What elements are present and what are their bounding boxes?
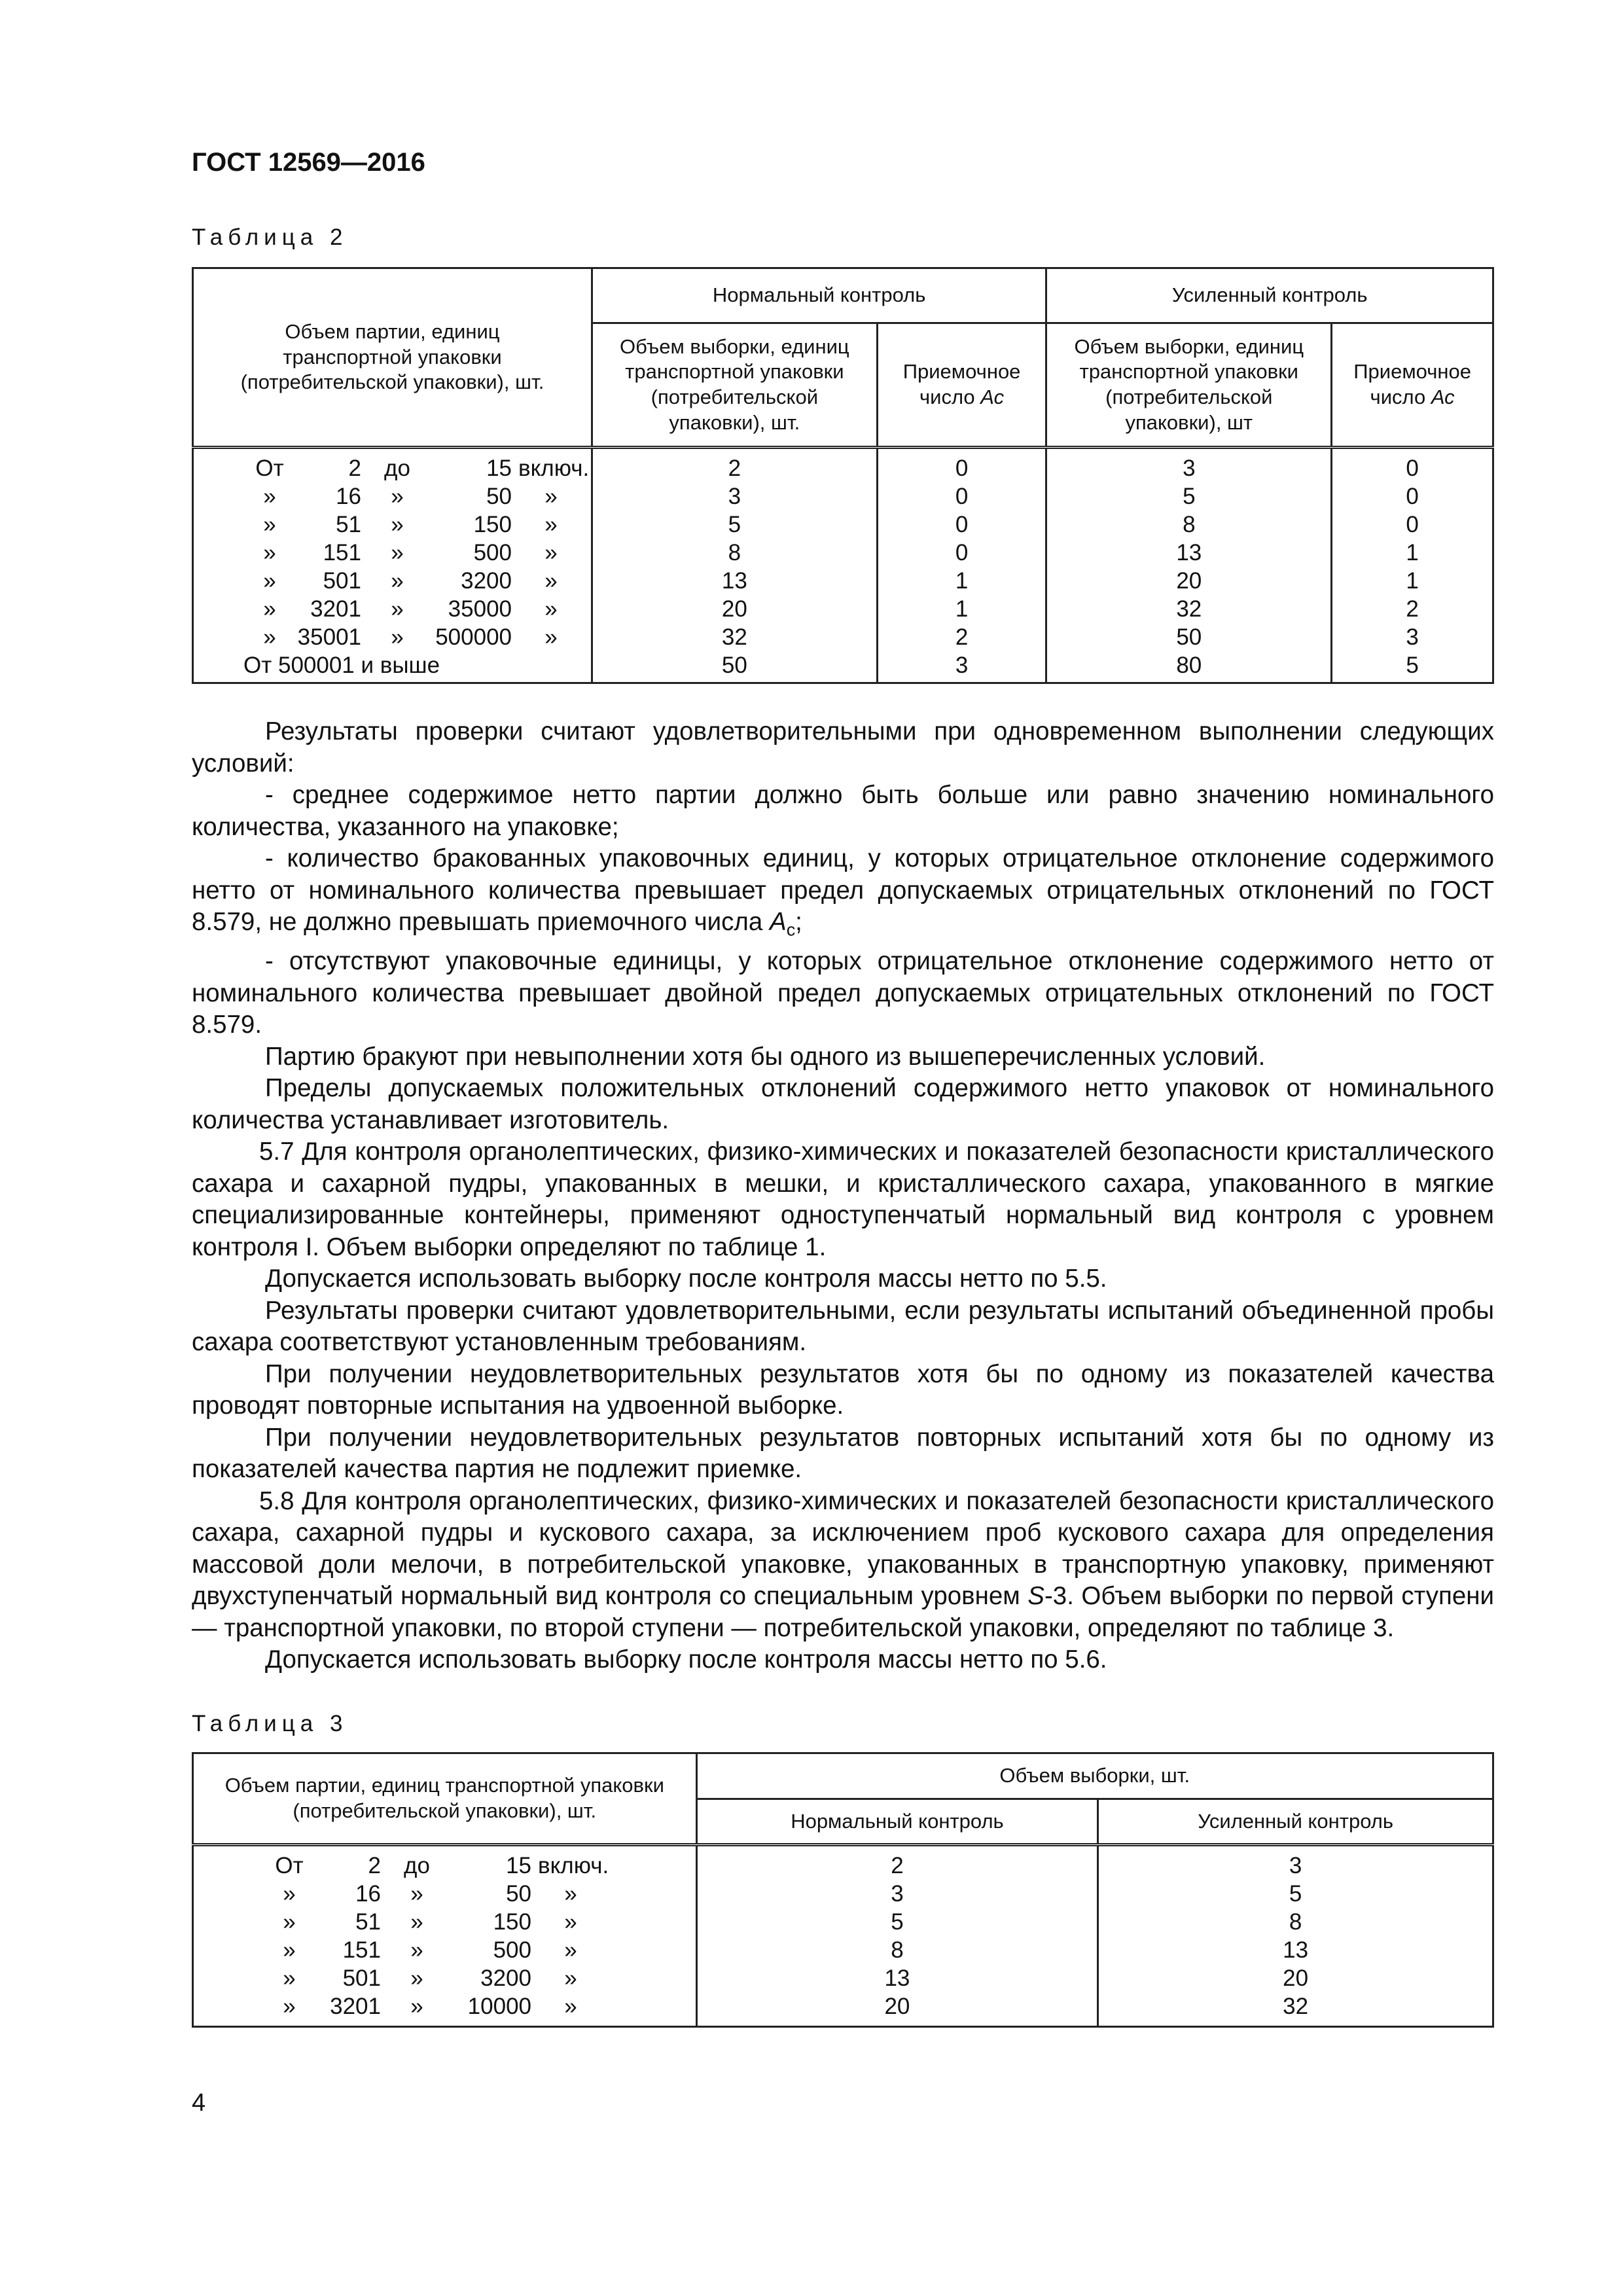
table-cell-value: 5 — [1183, 484, 1196, 509]
table-3-lot-size-column — [193, 1845, 697, 2027]
table-cell-value: 3 — [1289, 1853, 1302, 1878]
paragraph: Результаты проверки считают удовлетворительными, если результаты испытаний объединенной пробы сахара соответствуют установленным требованиям. — [192, 1296, 1494, 1357]
lot-range-part: 151 — [323, 540, 361, 565]
paragraph-end: ; — [795, 908, 802, 936]
table-cell-value: 13 — [884, 1965, 910, 1991]
table-cell-value: 1 — [1406, 540, 1419, 565]
table-cell-value: 0 — [955, 484, 969, 509]
lot-range-part: » — [564, 1909, 577, 1935]
lot-range-part: » — [391, 596, 404, 622]
table-2-sample-tightened-column — [1046, 448, 1332, 683]
lot-range-part: » — [283, 1965, 296, 1991]
table-2-lot-size-column — [193, 448, 592, 683]
table-cell-value: 13 — [1283, 1937, 1309, 1963]
lot-range-part: » — [564, 1937, 577, 1963]
lot-range-part: » — [410, 1994, 423, 2019]
paragraph: Пределы допускаемых положительных отклонений содержимого нетто упаковок от номинального количества устанавливает изготовитель. — [192, 1074, 1494, 1134]
paragraph-text: - количество бракованных упаковочных единиц, у которых отрицательное отклонение содержимого нетто от номинального количества превышает предел допускаемых отрицательных отклонений по ГОСТ 8.579, не должно превышать приемочного числа — [192, 844, 1494, 936]
table-cell-value: 2 — [1406, 596, 1419, 622]
lot-range-part: 15 — [486, 456, 512, 481]
lot-range-part: » — [544, 512, 558, 537]
table-cell-value: 3 — [1183, 456, 1196, 481]
lot-range-part: » — [544, 484, 558, 509]
lot-range-part: включ. — [518, 456, 590, 481]
table-3-sample-normal-column — [696, 1845, 1098, 2027]
lot-range-part: 2 — [368, 1853, 381, 1878]
lot-range-part: » — [564, 1994, 577, 2019]
table-cell-value: 5 — [891, 1909, 904, 1935]
table-cell-value: 20 — [884, 1994, 910, 2019]
lot-range-part: 3200 — [461, 568, 512, 594]
table-cell-value: 8 — [1289, 1909, 1302, 1935]
lot-range-part: » — [263, 540, 276, 565]
lot-range-part: 10000 — [467, 1994, 531, 2019]
table-cell-value: 80 — [1176, 653, 1202, 678]
lot-range-part: От — [275, 1853, 304, 1878]
lot-range-part: » — [544, 624, 558, 650]
table-2-sample-normal-column — [592, 448, 877, 683]
table-cell-value: 0 — [955, 512, 969, 537]
table-3 — [192, 1752, 1494, 2028]
lot-range-part: 150 — [493, 1909, 531, 1935]
lot-range-part: » — [410, 1881, 423, 1907]
lot-range-part: 501 — [342, 1965, 381, 1991]
lot-range-part: » — [564, 1881, 577, 1907]
paragraph-text-end: -3. Объем выборки по первой ступени — транспортной упаковки, по второй ступени — потребительской упаковки, определяют по таблице 3. — [192, 1582, 1495, 1642]
acceptance-tightened-prefix: Приемочное число — [1353, 360, 1471, 408]
lot-range-part: » — [564, 1965, 577, 1991]
table-3-header-tightened-control: Усиленный контроль — [1098, 1799, 1493, 1845]
table-cell-value: 8 — [891, 1937, 904, 1963]
table-2 — [192, 267, 1494, 684]
acceptance-normal-symbol: Ас — [980, 386, 1005, 408]
lot-range-part: 501 — [323, 568, 361, 594]
lot-range-part: От — [255, 456, 284, 481]
table-cell-value: 1 — [955, 568, 969, 594]
lot-range-part: 500 — [473, 540, 512, 565]
lot-range-part: » — [283, 1909, 296, 1935]
table-2-header-acceptance-normal — [877, 323, 1046, 448]
lot-range-part: 50 — [506, 1881, 531, 1907]
table-2-header-tightened-control: Усиленный контроль — [1046, 268, 1493, 323]
lot-range-part: » — [263, 624, 276, 650]
table-cell-value: 2 — [891, 1853, 904, 1878]
table-2-header-acceptance-tightened — [1332, 323, 1493, 448]
table-2-header-lot-size: Объем партии, единиц транспортной упаковки (потребительской упаковки), шт. — [193, 268, 592, 448]
table-cell-value: 3 — [891, 1881, 904, 1907]
table-cell-value: 50 — [1176, 624, 1202, 650]
table-3-header-normal-control: Нормальный контроль — [696, 1799, 1098, 1845]
lot-range-last: От 500001 и выше — [243, 653, 440, 678]
lot-range-part: » — [283, 1994, 296, 2019]
lot-range-part: 3200 — [480, 1965, 531, 1991]
lot-range-part: 35000 — [448, 596, 512, 622]
page-number: 4 — [192, 2089, 206, 2117]
table-cell-value: 32 — [1176, 596, 1202, 622]
table-cell-value: 5 — [1289, 1881, 1302, 1907]
lot-range-part: 51 — [355, 1909, 381, 1935]
lot-range-part: 51 — [336, 512, 361, 537]
lot-range-part: 15 — [506, 1853, 531, 1878]
lot-range-part: » — [410, 1909, 423, 1935]
table-3-header-sample-size: Объем выборки, шт. — [696, 1753, 1493, 1799]
lot-range-part: 35001 — [297, 624, 361, 650]
table-3-header-lot-size: Объем партии, единиц транспортной упаковки (потребительской упаковки), шт. — [193, 1753, 697, 1845]
lot-range-part: » — [283, 1937, 296, 1963]
paragraph — [192, 843, 1494, 946]
table-cell-value: 8 — [1183, 512, 1196, 537]
lot-range-part: » — [263, 596, 276, 622]
lot-range-part: » — [263, 568, 276, 594]
lot-range-part: 3201 — [310, 596, 361, 622]
lot-range-part: » — [391, 568, 404, 594]
lot-range-part: » — [544, 568, 558, 594]
table-cell-value: 0 — [1406, 512, 1419, 537]
paragraph: - среднее содержимое нетто партии должно быть больше или равно значению номинального количества, указанного на упаковке; — [192, 781, 1494, 841]
paragraph: При получении неудовлетворительных результатов повторных испытаний хотя бы по одному из показателей качества партия не подлежит приемке. — [192, 1423, 1494, 1484]
paragraph: 5.7 Для контроля органолептических, физико-химических и показателей безопасности кристаллического сахара и сахарной пудры, упакованных в мешки, и кристаллического сахара, упакованного в мягкие специализированные контейнеры, применяют одноступенчатый нормальный вид контроля с уровнем контроля I. Объем выборки определяют по таблице 1. — [192, 1138, 1494, 1261]
lot-range-part: 16 — [355, 1881, 381, 1907]
table-cell-value: 13 — [1176, 540, 1202, 565]
table-cell-value: 0 — [1406, 484, 1419, 509]
table-cell-value: 2 — [955, 624, 969, 650]
acceptance-subscript: c — [786, 920, 796, 940]
lot-range-part: до — [404, 1853, 430, 1878]
table-cell-value: 5 — [1406, 653, 1419, 678]
table-cell-value: 3 — [955, 653, 969, 678]
table-2-acceptance-normal-column — [877, 448, 1046, 683]
paragraph: Партию бракуют при невыполнении хотя бы одного из вышеперечисленных условий. — [265, 1042, 1266, 1071]
table-cell-value: 0 — [955, 540, 969, 565]
lot-range-part: » — [263, 512, 276, 537]
lot-range-part: » — [391, 624, 404, 650]
table-cell-value: 0 — [1406, 456, 1419, 481]
lot-range-part: 50 — [486, 484, 512, 509]
lot-range-part: » — [283, 1881, 296, 1907]
table-cell-value: 1 — [1406, 568, 1419, 594]
lot-range-part: 3201 — [330, 1994, 381, 2019]
lot-range-part: 500000 — [435, 624, 512, 650]
table-2-header-sample-size-tightened: Объем выборки, единиц транспортной упаковки (потребительской упаковки), шт — [1046, 323, 1332, 448]
table-cell-value: 13 — [721, 568, 747, 594]
table-cell-value: 2 — [728, 456, 741, 481]
level-symbol: S — [1027, 1582, 1044, 1611]
table-2-caption: Таблица 2 — [192, 224, 348, 250]
lot-range-part: 500 — [493, 1937, 531, 1963]
page-header-standard-id: ГОСТ 12569—2016 — [192, 148, 425, 177]
table-cell-value: 32 — [721, 624, 747, 650]
table-cell-value: 32 — [1283, 1994, 1309, 2019]
paragraph: Результаты проверки считают удовлетворительными при одновременном выполнении следующих условий: — [192, 717, 1494, 778]
lot-range-part: 150 — [473, 512, 512, 537]
lot-range-part: » — [410, 1965, 423, 1991]
table-cell-value: 5 — [728, 512, 741, 537]
table-cell-value: 0 — [955, 456, 969, 481]
paragraph: Допускается использовать выборку после контроля массы нетто по 5.6. — [265, 1645, 1107, 1674]
paragraph — [192, 1486, 1494, 1645]
paragraph: Допускается использовать выборку после контроля массы нетто по 5.5. — [265, 1265, 1107, 1293]
body-text — [192, 716, 1494, 1676]
table-cell-value: 1 — [955, 596, 969, 622]
lot-range-part: » — [544, 540, 558, 565]
table-cell-value: 3 — [728, 484, 741, 509]
lot-range-part: » — [391, 540, 404, 565]
table-cell-value: 8 — [728, 540, 741, 565]
paragraph-text: 5.8 Для контроля органолептических, физико-химических и показателей безопасности кристаллического сахара, сахарной пудры и кускового сахара, за исключением проб кускового сахара для определения массовой доли мелочи, в потребительской упаковке, упакованных в транспортную упаковку, применяют двухступенчатый нормальный вид контроля со специальным уровнем — [192, 1486, 1494, 1611]
table-3-sample-tightened-column — [1098, 1845, 1493, 2027]
lot-range-part: до — [384, 456, 410, 481]
table-3-caption: Таблица 3 — [192, 1711, 348, 1736]
acceptance-symbol: A — [770, 908, 787, 936]
lot-range-part: » — [263, 484, 276, 509]
lot-range-part: 151 — [342, 1937, 381, 1963]
table-cell-value: 20 — [721, 596, 747, 622]
paragraph: При получении неудовлетворительных результатов хотя бы по одному из показателей качества проводят повторные испытания на удвоенной выборке. — [192, 1359, 1494, 1420]
table-2-header-normal-control: Нормальный контроль — [592, 268, 1046, 323]
acceptance-tightened-symbol: Ас — [1431, 386, 1455, 408]
lot-range-part: » — [544, 596, 558, 622]
lot-range-part: 16 — [336, 484, 361, 509]
table-cell-value: 20 — [1283, 1965, 1309, 1991]
acceptance-normal-prefix: Приемочное число — [902, 360, 1021, 408]
table-2-acceptance-tightened-column — [1332, 448, 1493, 683]
paragraph: - отсутствуют упаковочные единицы, у которых отрицательное отклонение содержимого нетто от номинального количества превышает двойной предел допускаемых отрицательных отклонений по ГОСТ 8.579. — [192, 947, 1494, 1039]
table-2-header-sample-size-normal: Объем выборки, единиц транспортной упаковки (потребительской упаковки), шт. — [592, 323, 877, 448]
lot-range-part: » — [391, 512, 404, 537]
lot-range-part: » — [410, 1937, 423, 1963]
lot-range-part: 2 — [348, 456, 361, 481]
lot-range-part: включ. — [538, 1853, 609, 1878]
table-cell-value: 50 — [721, 653, 747, 678]
table-cell-value: 20 — [1176, 568, 1202, 594]
table-cell-value: 3 — [1406, 624, 1419, 650]
lot-range-part: » — [391, 484, 404, 509]
